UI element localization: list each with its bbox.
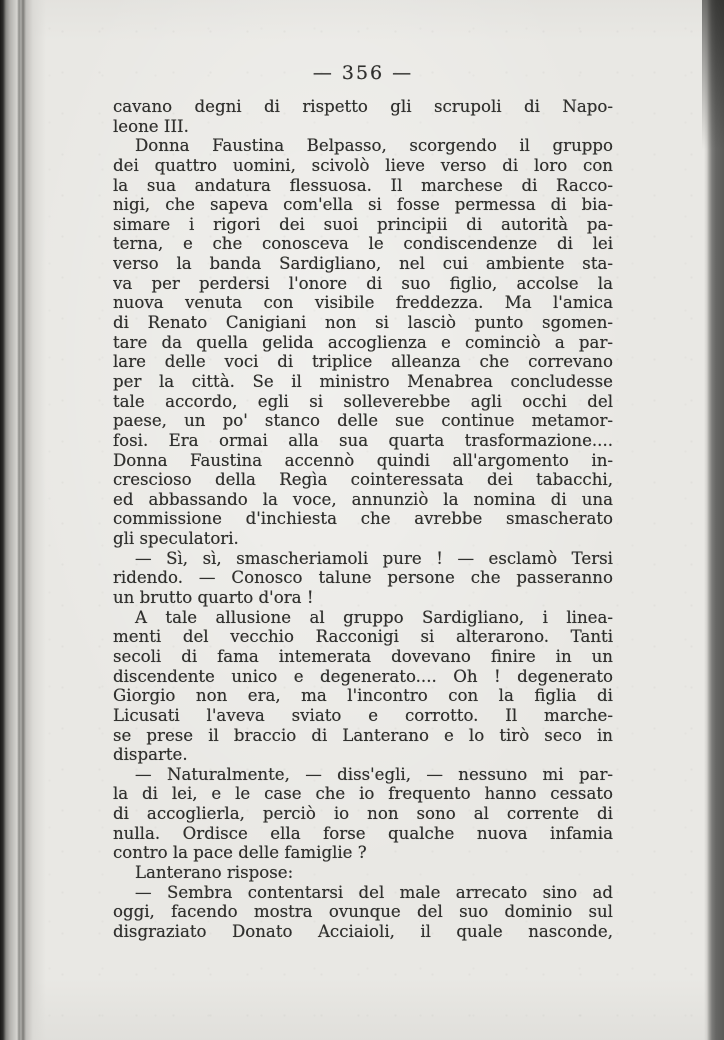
text-line: simare i rigori dei suoi principii di autorità pa- <box>113 214 613 234</box>
text-line: dei quattro uomini, scivolò lieve verso di loro con <box>113 155 613 175</box>
text-line: Donna Faustina Belpasso, scorgendo il gruppo <box>135 136 613 156</box>
text-line: discendente unico e degenerato.... Oh ! degenerato <box>113 666 613 686</box>
text-line: un brutto quarto d'ora ! <box>113 588 314 608</box>
text-line: crescioso della Regìa cointeressata dei tabacchi, <box>113 470 613 490</box>
text-line: leone III. <box>113 116 189 136</box>
text-line: di accoglierla, perciò io non sono al corrente di <box>113 804 613 824</box>
text-line: fosi. Era ormai alla sua quarta trasformazione.... <box>113 430 613 450</box>
text-line: di Renato Canigiani non si lasciò punto sgomen- <box>113 313 613 333</box>
page-text <box>113 97 613 942</box>
text-line: va per perdersi l'onore di suo figlio, accolse la <box>113 273 613 293</box>
text-line: lare delle voci di triplice alleanza che correvano <box>113 352 613 372</box>
text-line: per la città. Se il ministro Menabrea concludesse <box>113 371 613 391</box>
text-line: Donna Faustina accennò quindi all'argomento in- <box>113 450 613 470</box>
text-line: tale accordo, egli si solleverebbe agli occhi del <box>113 391 613 411</box>
text-line: paese, un po' stanco delle sue continue metamor- <box>113 411 613 431</box>
text-line: secoli di fama intemerata dovevano finire in un <box>113 646 613 666</box>
text-line: menti del vecchio Racconigi si alterarono. Tanti <box>113 627 613 647</box>
text-line: cavano degni di rispetto gli scrupoli di Napo- <box>113 97 613 116</box>
text-line: commissione d'inchiesta che avrebbe smascherato <box>113 509 613 529</box>
page-edge-shadow-top <box>702 0 724 150</box>
text-line: nulla. Ordisce ella forse qualche nuova infamia <box>113 823 613 843</box>
text-line: A tale allusione al gruppo Sardigliano, i linea- <box>135 607 613 627</box>
text-line: tare da quella gelida accoglienza e cominciò a par- <box>113 332 613 352</box>
text-line: — Sì, sì, smascheriamoli pure ! — esclamò Tersi <box>135 548 613 568</box>
text-line: oggi, facendo mostra ovunque del suo dominio sul <box>113 902 613 922</box>
text-line: gli speculatori. <box>113 529 239 549</box>
text-line: ridendo. — Conosco talune persone che passeranno <box>113 568 613 588</box>
text-line: disgraziato Donato Acciaioli, il quale nasconde, <box>113 921 613 941</box>
text-line: Giorgio non era, ma l'incontro con la figlia di <box>113 686 613 706</box>
text-line: la di lei, e le case che io frequento hanno cessato <box>113 784 613 804</box>
text-line: Licusati l'aveva sviato e corrotto. Il marche- <box>113 705 613 725</box>
text-line: ed abbassando la voce, annunziò la nomina di una <box>113 489 613 509</box>
text-line: contro la pace delle famiglie ? <box>113 843 367 863</box>
page-edge-shadow <box>704 0 724 1040</box>
text-line: — Naturalmente, — diss'egli, — nessuno mi par- <box>135 764 613 784</box>
text-line: se prese il braccio di Lanterano e lo tirò seco in <box>113 725 613 745</box>
text-line: verso la banda Sardigliano, nel cui ambiente sta- <box>113 254 613 274</box>
text-line: nigi, che sapeva com'ella si fosse permessa di bia- <box>113 195 613 215</box>
text-line: — Sembra contentarsi del male arrecato sino ad <box>135 882 613 902</box>
text-line: nuova venuta con visibile freddezza. Ma l'amica <box>113 293 613 313</box>
book-binding-shadow <box>0 0 46 1040</box>
text-line: la sua andatura flessuosa. Il marchese di Racco- <box>113 175 613 195</box>
page-number: — 356 — <box>312 62 414 84</box>
text-line: terna, e che conosceva le condiscendenze di lei <box>113 234 613 254</box>
text-line: disparte. <box>113 745 188 765</box>
text-line: Lanterano rispose: <box>135 862 294 882</box>
